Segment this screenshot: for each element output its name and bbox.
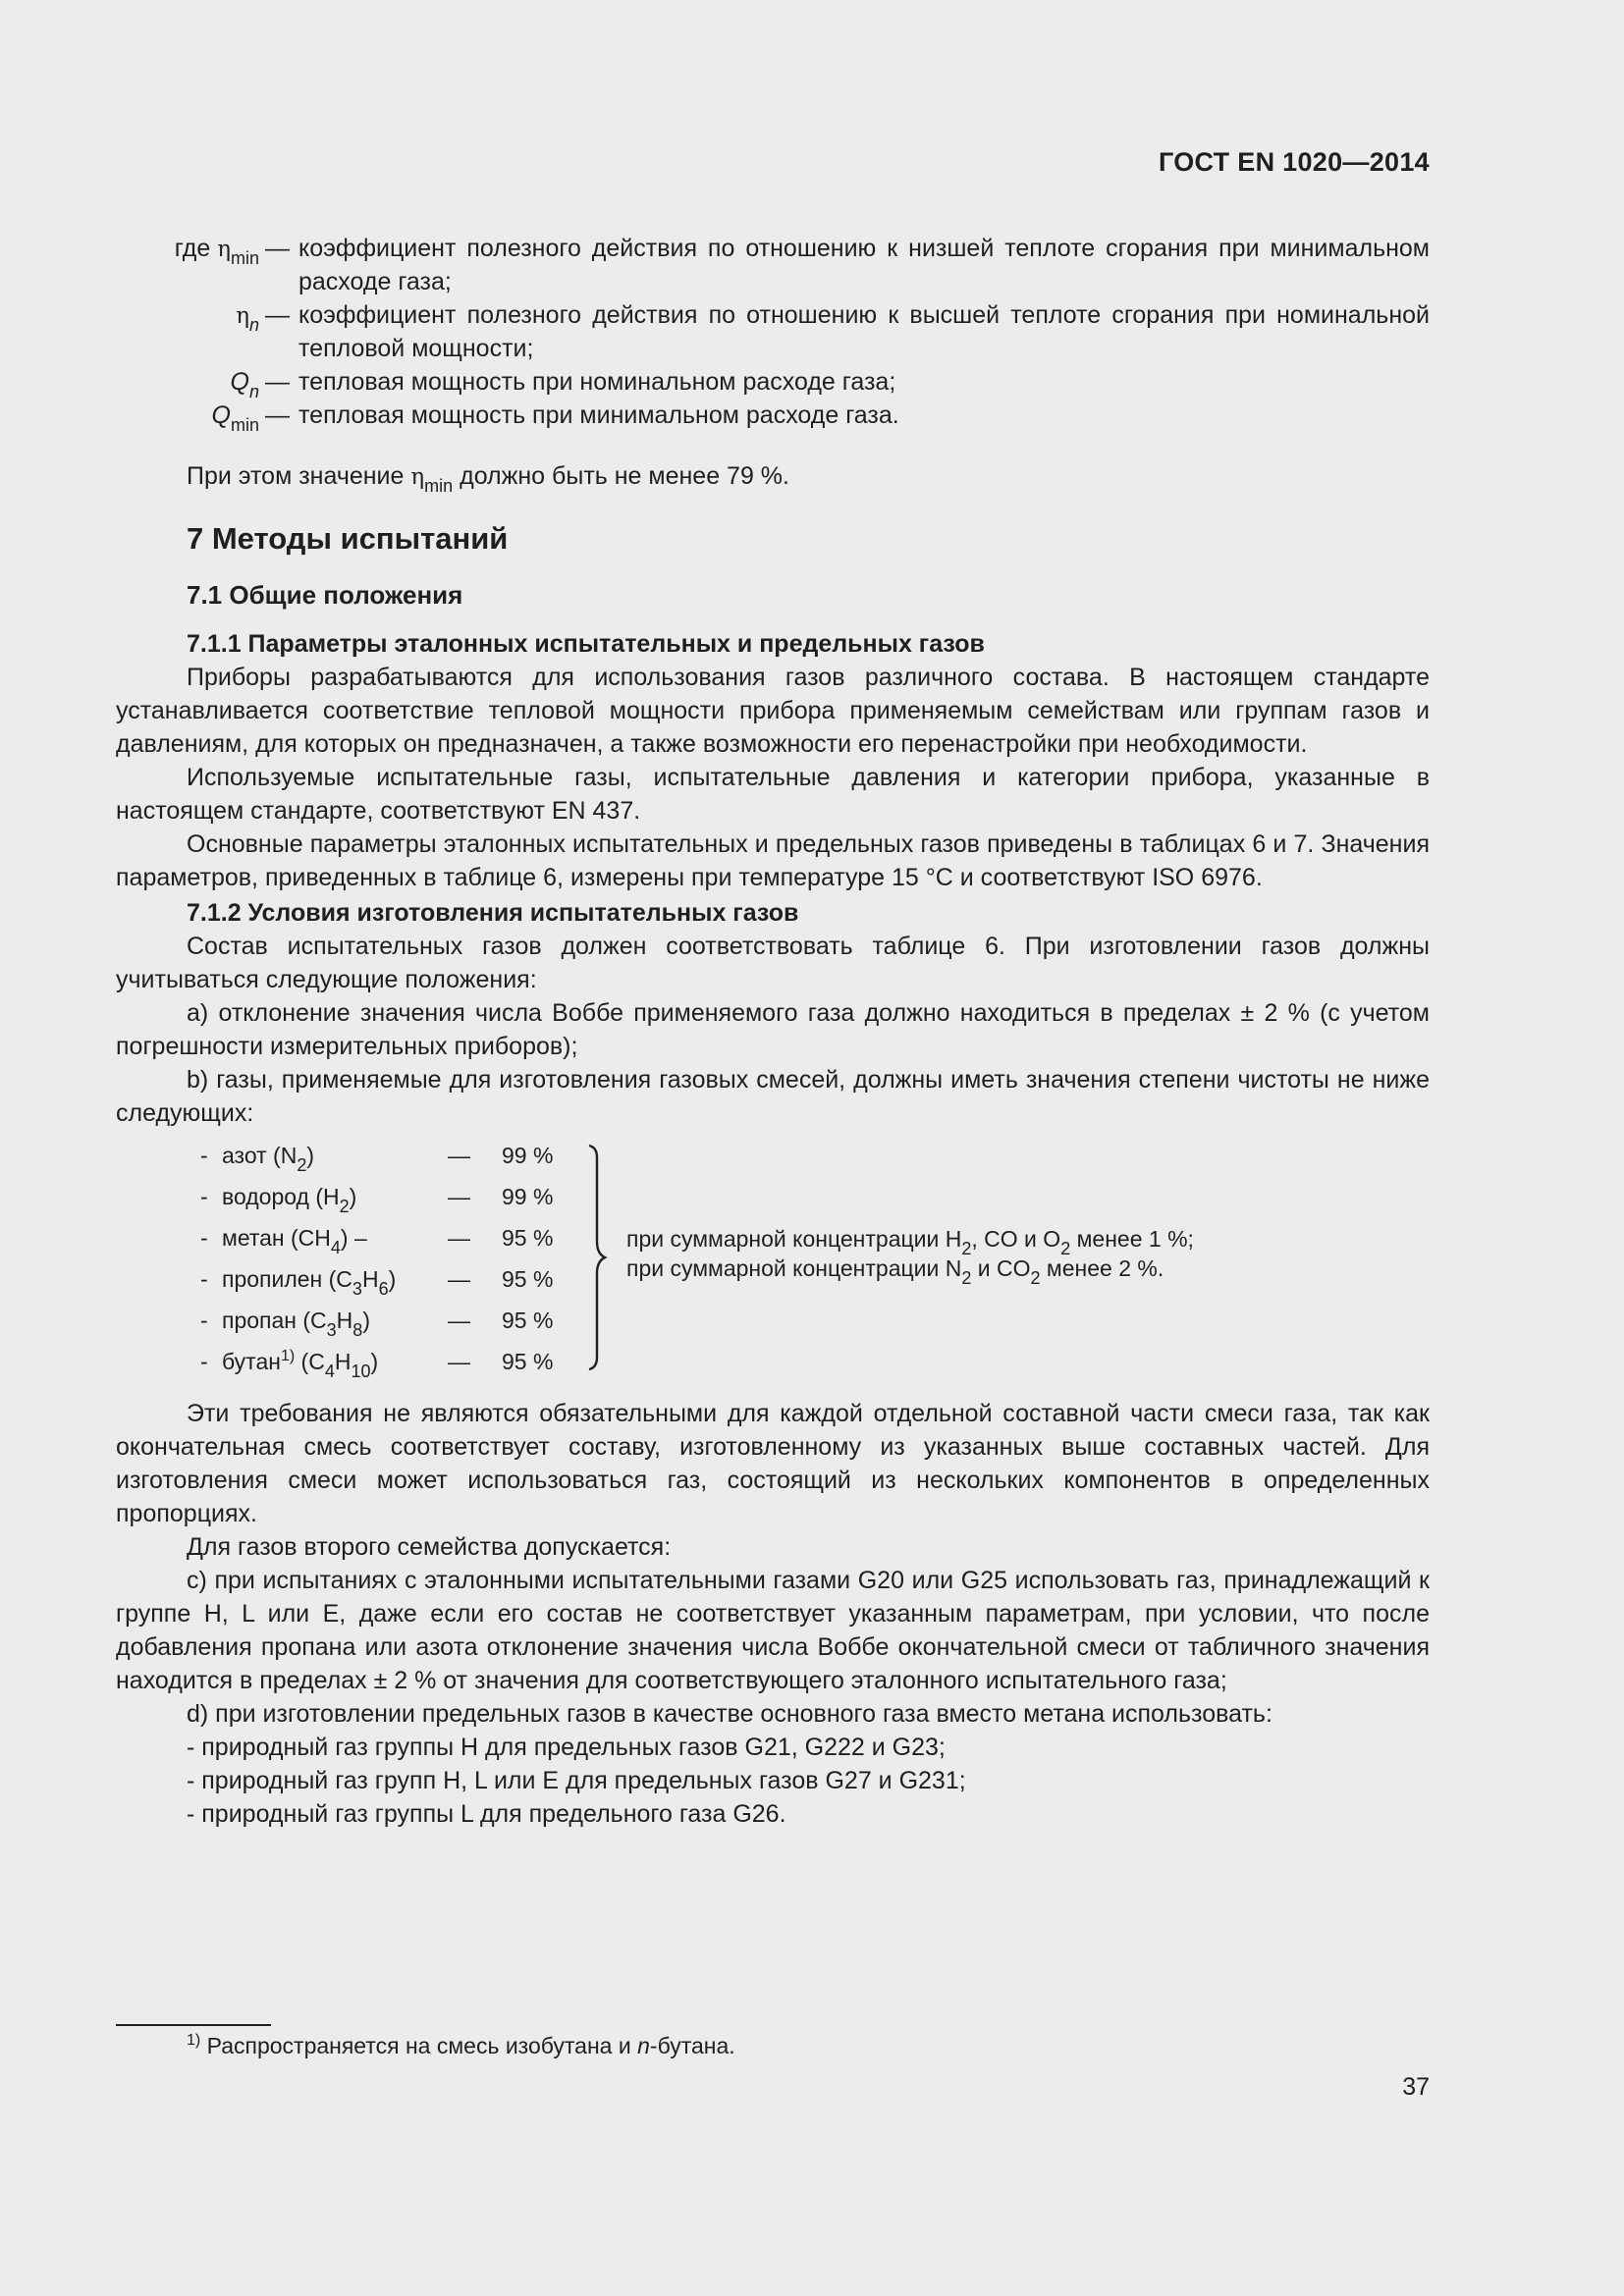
list-item-a: а) отклонение значения числа Воббе применяемого газа должно находиться в пределах ± 2 % (с учетом погрешности измерительных приборов); (116, 999, 1430, 1060)
definition-q-n: тепловая мощность при номинальном расходе газа; (298, 368, 896, 396)
curly-brace-icon (587, 1144, 617, 1371)
page-number: 37 (1402, 2073, 1430, 2101)
gas-purity-list (116, 1140, 1430, 1381)
paragraph: Приборы разрабатываются для использования газов различного состава. В настоящем стандарте устанавливается соответствие тепловой мощности прибора применяемым семействам или группам газов и давлениям, для которых он предназначен, а также возможности его перенастройки при необходимости. (116, 664, 1430, 758)
list-item-d3: - природный газ группы L для предельного газа G26. (187, 1800, 786, 1828)
gas-row-propylene: - пропилен $(C_3H_6)$ — 95 % (200, 1266, 554, 1299)
list-item-b: b) газы, применяемые для изготовления газовых смесей, должны иметь значения степени чистоты не ниже следующих: (116, 1066, 1430, 1127)
gas-row-nitrogen: - азот $(N_2)$ — 99 % (200, 1143, 554, 1175)
gas-row-hydrogen: - водород $(H_2)$ — 99 % (200, 1184, 554, 1216)
section-7-1-2-title: 7.1.2 Условия изготовления испытательных газов (187, 899, 799, 927)
list-item-d: d) при изготовлении предельных газов в качестве основного газа вместо метана использовать: (187, 1700, 1272, 1728)
definition-eta-min: коэффициент полезного действия по отношению к низшей теплоте сгорания при минимальном расходе газа; (298, 235, 1430, 295)
symbol-eta-n: $\eta_n$ (236, 303, 259, 335)
definition-q-min: тепловая мощность при минимальном расходе газа. (298, 401, 899, 429)
list-item-d2: - природный газ групп H, L или E для предельных газов G27 и G231; (187, 1767, 966, 1794)
paragraph: Состав испытательных газов должен соответствовать таблице 6. При изготовлении газов должны учитываться следующие положения: (116, 933, 1430, 993)
footnote-divider (116, 2024, 271, 2026)
efficiency-requirement: При этом значение $\eta_{min}$ должно быть не менее 79 %. (187, 462, 789, 496)
footnote: $^{1)}$ Распространяется на смесь изобутана и n-бутана. (187, 2032, 735, 2058)
paragraph: Основные параметры эталонных испытательных и предельных газов приведены в таблицах 6 и 7. Значения параметров, приведенных в таблице 6, измерены при температуре 15 °C и соответствуют ISO 6976. (116, 830, 1430, 891)
gas-row-methane: - метан $(CH_4)$ – — 95 % (200, 1225, 554, 1257)
symbol-q-min: $Q_{min}$ (211, 401, 259, 435)
document-header: ГОСТ EN 1020—2014 (1158, 147, 1430, 177)
page-body (116, 232, 1430, 1831)
gas-concentration-note: при суммарной концентрации $H_2$, CO и $O_2$ менее 1 %; при суммарной концентрации $N_2$ и $CO_2$ менее 2 %. (626, 1226, 1194, 1288)
symbol-eta-min: где $\eta_{min}$ (174, 235, 259, 268)
section-7-1-title: 7.1 Общие положения (187, 580, 463, 610)
paragraph: Для газов второго семейства допускается: (187, 1533, 672, 1561)
list-item-d1: - природный газ группы H для предельных газов G21, G222 и G23; (187, 1734, 946, 1761)
paragraph: Эти требования не являются обязательными для каждой отдельной составной части смеси газа, так как окончательная смесь соответствует составу, изготовленному из указанных выше составных частей. Для изготовления смеси может использоваться газ, состоящий из нескольких компонентов в определенных пропорциях. (116, 1400, 1430, 1527)
gas-row-propane: - пропан $(C_3H_8)$ — 95 % (200, 1308, 554, 1340)
section-7-1-1-title: 7.1.1 Параметры эталонных испытательных и предельных газов (187, 630, 985, 658)
list-item-c: c) при испытаниях с эталонными испытательными газами G20 или G25 использовать газ, принадлежащий к группе H, L или E, даже если его состав не соответствует указанным параметрам, при условии, что после добавления пропана или азота отклонение значения числа Воббе окончательной смеси от табличного значения находится в пределах ± 2 % от значения для соответствующего эталонного испытательного газа; (116, 1567, 1430, 1694)
section-7-title: 7 Методы испытаний (187, 521, 509, 556)
paragraph: Используемые испытательные газы, испытательные давления и категории прибора, указанные в настоящем стандарте, соответствуют EN 437. (116, 764, 1430, 825)
definition-eta-n: коэффициент полезного действия по отношению к высшей теплоте сгорания при номинальной тепловой мощности; (298, 301, 1430, 362)
gas-row-butane: - бутан$^{1)}$ $(C_4H_{10})$ — 95 % (200, 1348, 554, 1381)
symbol-q-n: $Q_n$ (230, 368, 259, 401)
symbol-definitions: где $\eta_{min}$ — коэффициент полезного действия по отношению к низшей теплоте сгорания при минимальном расходе газа; $\eta_n$ — коэффициент полезного действия по отношению к высшей теплоте сгорания при номинальной тепловой мощности; $Q_n$ — тепловая мощность при номинальном расходе газа; $Q_{min}$ — тепловая мощность при минимальном расходе газа. (116, 232, 1430, 432)
